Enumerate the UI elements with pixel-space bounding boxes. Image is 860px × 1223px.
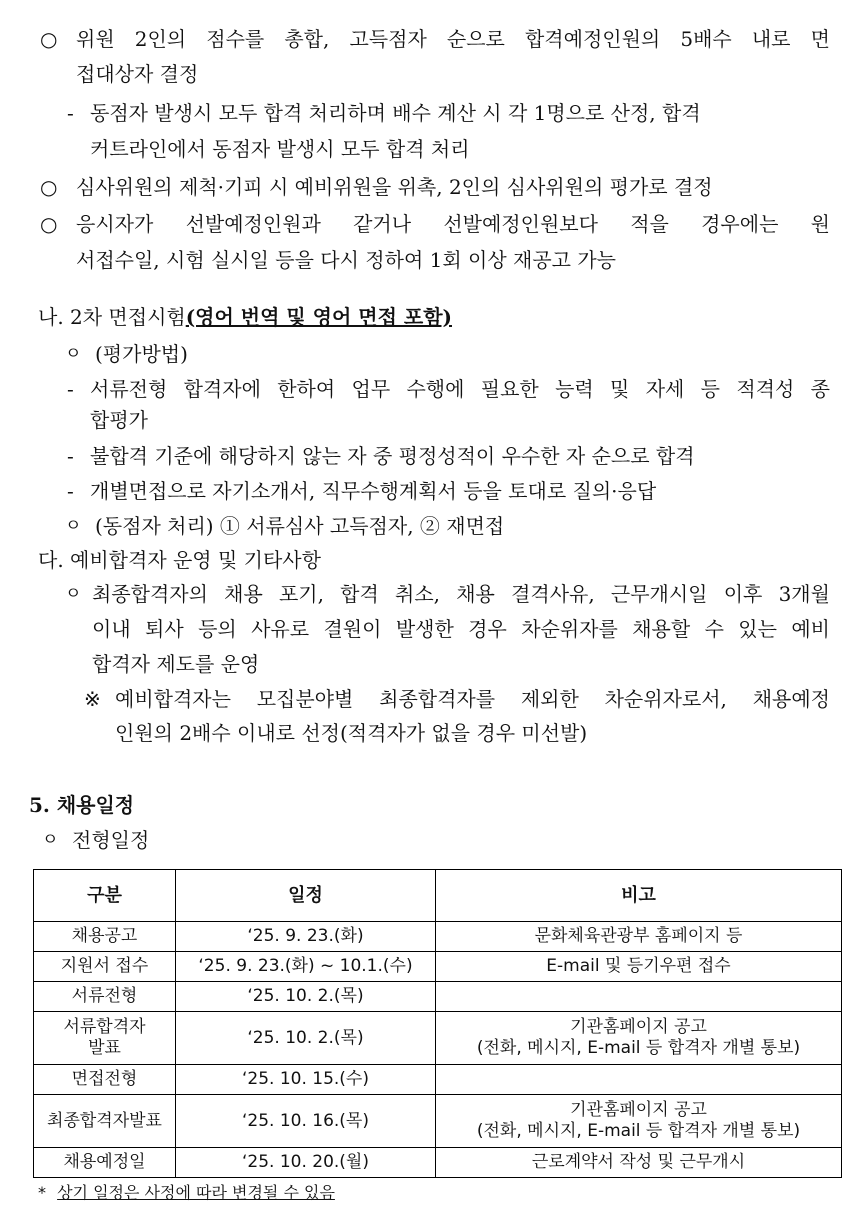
sub-bullet-text-cont bbox=[92, 615, 830, 643]
dash-symbol: - bbox=[67, 101, 74, 125]
date-cell: ‘25. 10. 2.(목) bbox=[176, 1012, 436, 1065]
date-cell: ‘25. 10. 2.(목) bbox=[176, 982, 436, 1012]
reference-text-cont: 인원의 2배수 이내로 선정(적격자가 없을 경우 미선발) bbox=[115, 721, 588, 745]
footnote-mark: * bbox=[38, 1183, 46, 1202]
word: 채용 bbox=[224, 582, 263, 606]
dash-text: 불합격 기준에 해당하지 않는 자 중 평정성적이 우수한 자 순으로 합격 bbox=[90, 444, 695, 468]
word: 차순위자로서, bbox=[604, 687, 727, 711]
table-row bbox=[34, 982, 842, 1012]
bullet-text: 심사위원의 제척·기피 시 예비위원을 위촉, 2인의 심사위원의 평가로 결정 bbox=[76, 175, 713, 199]
remark-line: (전화, 메시지, E-mail 등 합격자 개별 통보) bbox=[476, 1121, 801, 1141]
footnote bbox=[38, 1180, 335, 1203]
word: 결격사유, bbox=[511, 582, 595, 606]
word: 퇴사 bbox=[145, 617, 184, 641]
section-heading bbox=[38, 303, 452, 331]
word: 내로 bbox=[751, 27, 791, 51]
sub-bullet-text: 전형일정 bbox=[72, 828, 150, 852]
word: 등 bbox=[700, 377, 720, 401]
date-cell: ‘25. 9. 23.(화) bbox=[176, 922, 436, 952]
date-cell: ‘25. 10. 16.(목) bbox=[176, 1095, 436, 1148]
bullet-text-cont: 서접수일, 시험 실시일 등을 다시 정하여 1회 이상 재공고 가능 bbox=[76, 248, 616, 272]
sub-bullet-text-cont: 합격자 제도를 운영 bbox=[92, 652, 260, 676]
word: 포기, bbox=[278, 582, 324, 606]
word: 순으로 bbox=[446, 27, 505, 51]
date-cell: ‘25. 10. 20.(월) bbox=[176, 1148, 436, 1178]
remark-cell: E-mail 및 등기우편 접수 bbox=[436, 952, 842, 982]
word: 모집분야별 bbox=[256, 687, 354, 711]
word: 결원이 bbox=[323, 617, 382, 641]
word: 및 bbox=[610, 377, 630, 401]
dash-text: 동점자 발생시 모두 합격 처리하며 배수 계산 시 각 1명으로 산정, 합격 bbox=[90, 101, 701, 125]
word: 적을 bbox=[630, 212, 669, 236]
word: 수행에 bbox=[406, 377, 465, 401]
remark-line: 기관홈페이지 공고 bbox=[570, 1017, 707, 1037]
bullet-text bbox=[76, 210, 830, 238]
sub-bullet-text bbox=[92, 580, 830, 608]
stage-cell-line: 발표 bbox=[88, 1038, 121, 1058]
stage-cell: 지원서 접수 bbox=[34, 952, 176, 982]
word: 수 bbox=[704, 617, 724, 641]
word: 합격예정인원의 bbox=[524, 27, 661, 51]
bullet-text-cont: 접대상자 결정 bbox=[76, 62, 199, 86]
word: 필요한 bbox=[480, 377, 539, 401]
word: 같거나 bbox=[353, 212, 412, 236]
sub-bullet-symbol: ㅇ bbox=[65, 344, 82, 364]
remark-cell bbox=[436, 1065, 842, 1095]
word: 발생한 bbox=[395, 617, 454, 641]
remark-line: 기관홈페이지 공고 bbox=[570, 1100, 707, 1120]
word: 있는 bbox=[738, 617, 777, 641]
table-row bbox=[34, 1065, 842, 1095]
word: 5배수 bbox=[680, 27, 732, 51]
table-row bbox=[34, 1012, 842, 1065]
stage-cell: 채용예정일 bbox=[34, 1148, 176, 1178]
section-title: 5. 채용일정 bbox=[29, 793, 135, 817]
dash-text-cont: 커트라인에서 동점자 발생시 모두 합격 처리 bbox=[90, 137, 470, 161]
table-header-row bbox=[34, 870, 842, 922]
word: 채용 bbox=[456, 582, 495, 606]
word: 경우에는 bbox=[701, 212, 779, 236]
date-cell: ‘25. 10. 15.(수) bbox=[176, 1065, 436, 1095]
word: 합격 bbox=[340, 582, 379, 606]
sub-bullet-symbol: ㅇ bbox=[42, 830, 59, 850]
word: 면 bbox=[810, 27, 830, 51]
column-header: 비고 bbox=[436, 870, 842, 922]
date-cell: ‘25. 9. 23.(화) ~ 10.1.(수) bbox=[176, 952, 436, 982]
word: 서류전형 bbox=[90, 377, 168, 401]
remark-cell bbox=[436, 1012, 842, 1065]
word: 제외한 bbox=[520, 687, 579, 711]
word: 최종합격자의 bbox=[92, 582, 208, 606]
footnote-text: 상기 일정은 사정에 따라 변경될 수 있음 bbox=[57, 1183, 335, 1202]
word: 적격성 bbox=[736, 377, 795, 401]
word: 업무 bbox=[351, 377, 391, 401]
word: 최종합격자를 bbox=[379, 687, 496, 711]
stage-cell: 채용공고 bbox=[34, 922, 176, 952]
bullet-text bbox=[76, 25, 830, 53]
schedule-table bbox=[33, 869, 842, 1178]
sub-bullet-text: (평가방법) bbox=[95, 342, 188, 366]
section-heading-text: 나. 2차 면접시험 bbox=[38, 305, 186, 329]
dash-symbol: - bbox=[67, 479, 74, 503]
reference-mark: ※ bbox=[84, 687, 101, 711]
sub-bullet-text: (동점자 처리) ① 서류심사 고득점자, ② 재면접 bbox=[95, 514, 505, 538]
word: 근무개시일 bbox=[610, 582, 708, 606]
word: 취소, bbox=[395, 582, 441, 606]
word: 위원 bbox=[76, 27, 115, 51]
stage-cell: 면접전형 bbox=[34, 1065, 176, 1095]
bullet-symbol: ○ bbox=[40, 212, 58, 236]
sub-bullet-symbol: ㅇ bbox=[65, 584, 82, 604]
dash-symbol: - bbox=[67, 377, 74, 401]
section-heading: 다. 예비합격자 운영 및 기타사항 bbox=[38, 548, 321, 572]
column-header: 구분 bbox=[34, 870, 176, 922]
stage-cell-line: 서류합격자 bbox=[63, 1017, 146, 1037]
remark-cell bbox=[436, 1095, 842, 1148]
bullet-symbol: ○ bbox=[40, 175, 58, 199]
word: 이후 bbox=[723, 582, 763, 606]
remark-line: (전화, 메시지, E-mail 등 합격자 개별 통보) bbox=[476, 1038, 801, 1058]
stage-cell: 최종합격자발표 bbox=[34, 1095, 176, 1148]
table-row bbox=[34, 1148, 842, 1178]
word: 응시자가 bbox=[76, 212, 154, 236]
stage-cell bbox=[34, 1012, 176, 1065]
dash-text bbox=[90, 375, 830, 403]
remark-cell: 근로계약서 작성 및 근무개시 bbox=[436, 1148, 842, 1178]
word: 자세 bbox=[645, 377, 685, 401]
stage-cell: 서류전형 bbox=[34, 982, 176, 1012]
word: 능력 bbox=[555, 377, 594, 401]
table-row bbox=[34, 1095, 842, 1148]
word: 종 bbox=[810, 377, 830, 401]
remark-cell: 문화체육관광부 홈페이지 등 bbox=[436, 922, 842, 952]
word: 채용할 bbox=[632, 617, 691, 641]
dash-text: 개별면접으로 자기소개서, 직무수행계획서 등을 토대로 질의·응답 bbox=[90, 479, 657, 503]
word: 등의 bbox=[198, 617, 237, 641]
word: 채용예정 bbox=[752, 687, 830, 711]
dash-text-cont: 합평가 bbox=[90, 408, 148, 432]
word: 총합, bbox=[284, 27, 330, 51]
word: 예비 bbox=[791, 617, 830, 641]
column-header: 일정 bbox=[176, 870, 436, 922]
word: 경우 bbox=[468, 617, 507, 641]
word: 예비합격자는 bbox=[115, 687, 231, 711]
reference-text bbox=[115, 685, 830, 713]
word: 2인의 bbox=[134, 27, 187, 51]
word: 점수를 bbox=[206, 27, 265, 51]
word: 3개월 bbox=[778, 582, 830, 606]
word: 합격자에 bbox=[183, 377, 261, 401]
word: 선발예정인원과 bbox=[185, 212, 321, 236]
word: 차순위자를 bbox=[521, 617, 618, 641]
word: 이내 bbox=[92, 617, 131, 641]
word: 선발예정인원보다 bbox=[443, 212, 598, 236]
word: 고득점자 bbox=[349, 27, 427, 51]
bullet-symbol: ○ bbox=[40, 27, 58, 51]
word: 한하여 bbox=[277, 377, 336, 401]
remark-cell bbox=[436, 982, 842, 1012]
word: 사유로 bbox=[251, 617, 310, 641]
section-heading-emphasis: (영어 번역 및 영어 면접 포함) bbox=[185, 305, 452, 329]
sub-bullet-symbol: ㅇ bbox=[65, 516, 82, 536]
table-row bbox=[34, 922, 842, 952]
dash-symbol: - bbox=[67, 444, 74, 468]
table-row bbox=[34, 952, 842, 982]
word: 원 bbox=[810, 212, 830, 236]
